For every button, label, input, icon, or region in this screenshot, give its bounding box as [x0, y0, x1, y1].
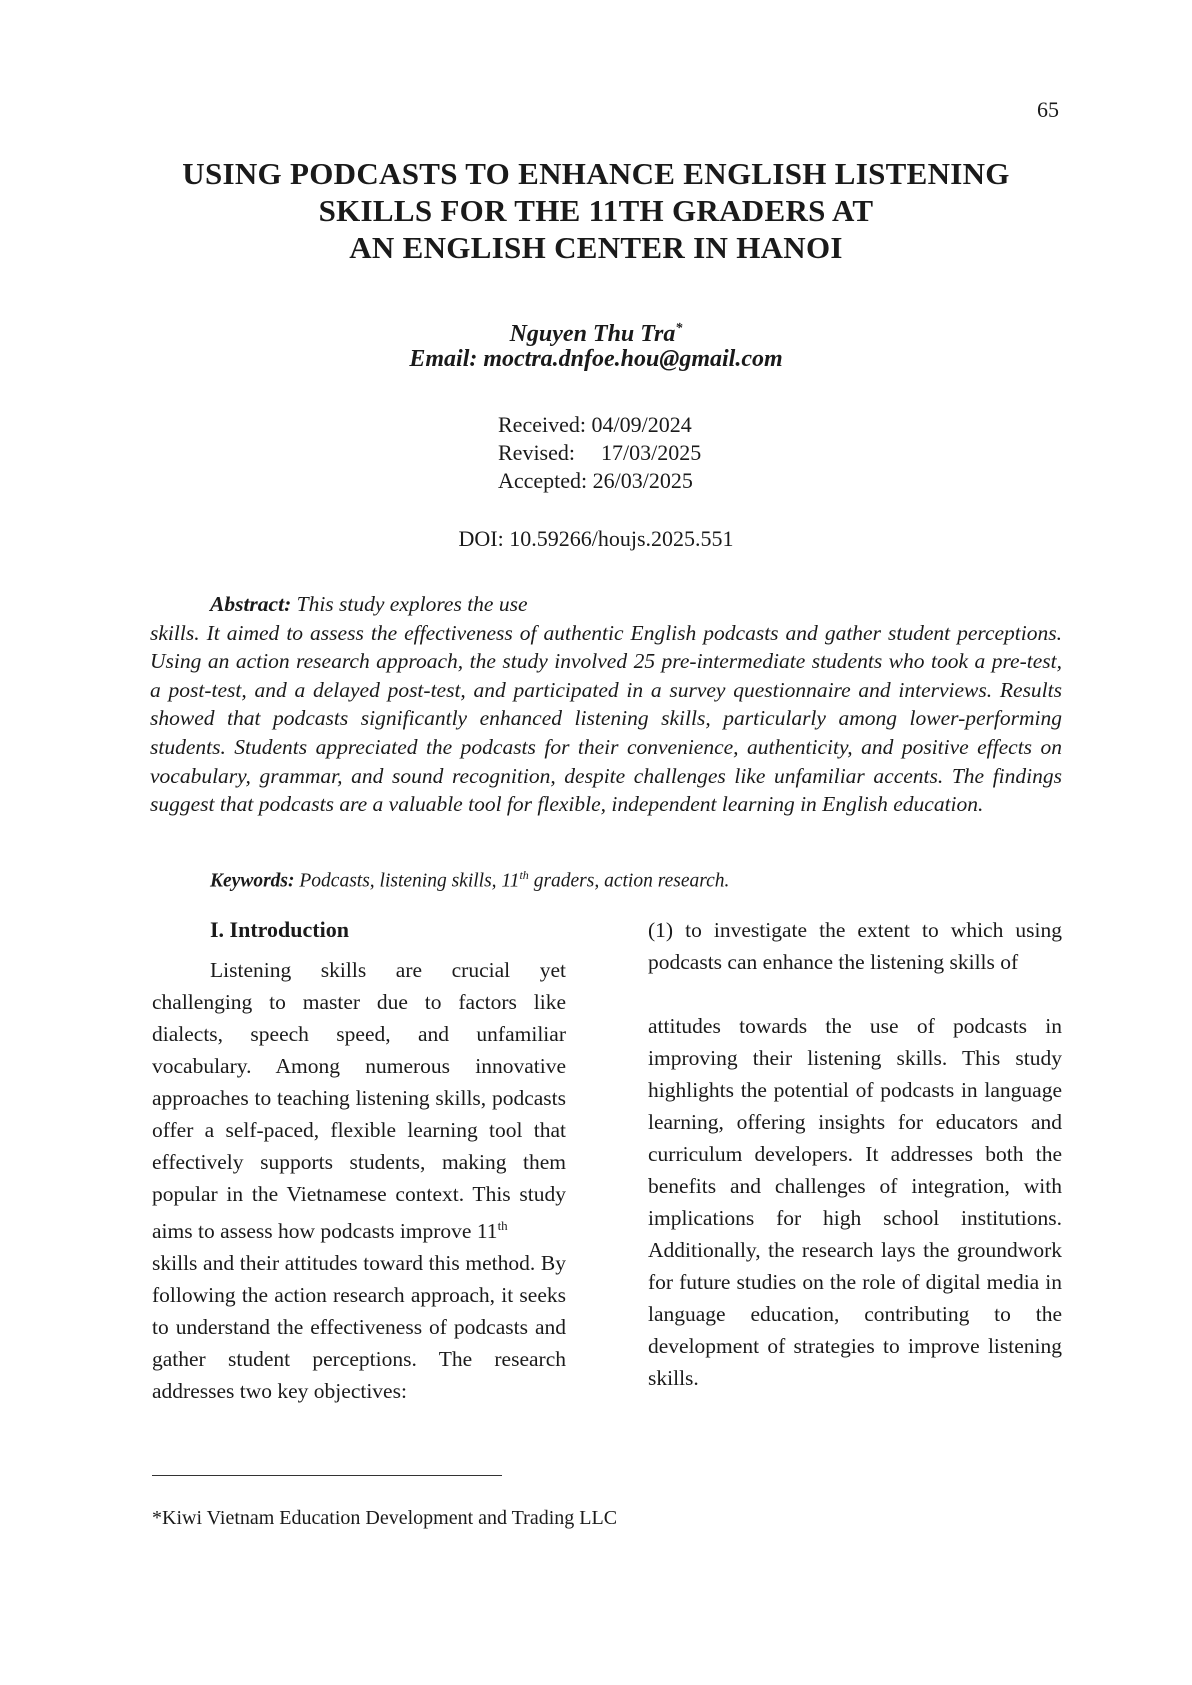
intro-left-column	[152, 914, 566, 1407]
keywords-sup: th	[519, 868, 529, 882]
section-heading-introduction: I. Introduction	[210, 917, 349, 942]
page-number: 65	[1037, 97, 1059, 122]
received-label: Received:	[498, 412, 586, 437]
author-email: Email: moctra.dnfoe.hou@gmail.com	[409, 346, 783, 372]
intro-paragraph-2: attitudes towards the use of podcasts in improving their listening skills. This study highlights the potential of podcasts in language learning, offering insights for educators and curriculum developers. It addresses both the benefits and challenges of integration, with implications for high school institutions. Additionally, the research lays the groundwork for future studies on the role of digital media in language education, contributing to the development of strategies to improve listening skills.	[648, 1014, 1062, 1390]
accepted-label: Accepted:	[498, 468, 588, 493]
keywords-text-b: graders, action research.	[528, 870, 730, 892]
footnote-divider	[152, 1475, 502, 1476]
title-line-2: SKILLS FOR THE 11TH GRADERS AT	[318, 193, 874, 228]
title-line-1: USING PODCASTS TO ENHANCE ENGLISH LISTENING	[182, 156, 1010, 191]
paper-title	[130, 155, 1062, 266]
footnote-affiliation: *Kiwi Vietnam Education Development and Trading LLC	[152, 1507, 618, 1529]
author-name: Nguyen Thu Tra	[509, 321, 676, 347]
dates-block	[498, 411, 701, 495]
accepted-date: 26/03/2025	[592, 468, 693, 493]
revised-label: Revised:	[498, 440, 575, 465]
intro-paragraph-1-cont: skills and their attitudes toward this method. By following the action research approach, it seeks to understand the effectiveness of podcasts and gather student perceptions. The research addresses two key objectives:	[152, 1251, 566, 1404]
intro-right-column	[648, 914, 1062, 1394]
received-date: 04/09/2024	[591, 412, 692, 437]
keywords-label: Keywords:	[210, 870, 295, 892]
abstract-first-line: This study explores the use	[296, 592, 528, 616]
intro-para1-sup: th	[497, 1218, 508, 1233]
abstract	[150, 590, 1062, 819]
intro-paragraph-1	[152, 954, 566, 1247]
abstract-label: Abstract:	[210, 592, 292, 616]
intro-objective-1: (1) to investigate the extent to which using podcasts can enhance the listening skills of	[648, 918, 1062, 974]
keywords-text-a: Podcasts, listening skills, 11	[299, 870, 520, 892]
doi: DOI: 10.59266/houjs.2025.551	[458, 526, 734, 551]
keywords	[210, 862, 729, 895]
revised-date: 17/03/2025	[601, 440, 702, 465]
title-line-3: AN ENGLISH CENTER IN HANOI	[349, 230, 843, 265]
intro-para1-start: Listening skills are crucial yet challenging to master due to factors like dialects, speech speed, and unfamiliar vocabulary. Among numerous innovative approaches to teaching listening skills, podcasts offer a self-paced, flexible learning tool that effectively supports students, making them popular in the Vietnamese context. This study aims to assess how podcasts improve 11	[152, 958, 566, 1244]
author-footnote-mark: *	[675, 321, 683, 336]
abstract-body: skills. It aimed to assess the effectiveness of authentic English podcasts and gather student perceptions. Using an action research approach, the study involved 25 pre-intermediate students who took a pre-test, a post-test, and a delayed post-test, and participated in a survey questionnaire and interviews. Results showed that podcasts significantly enhanced listening skills, particularly among lower-performing students. Students appreciated the podcasts for their convenience, authenticity, and positive effects on vocabulary, grammar, and sound recognition, despite challenges like unfamiliar accents. The findings suggest that podcasts are a valuable tool for flexible, independent learning in English education.	[150, 620, 1062, 817]
